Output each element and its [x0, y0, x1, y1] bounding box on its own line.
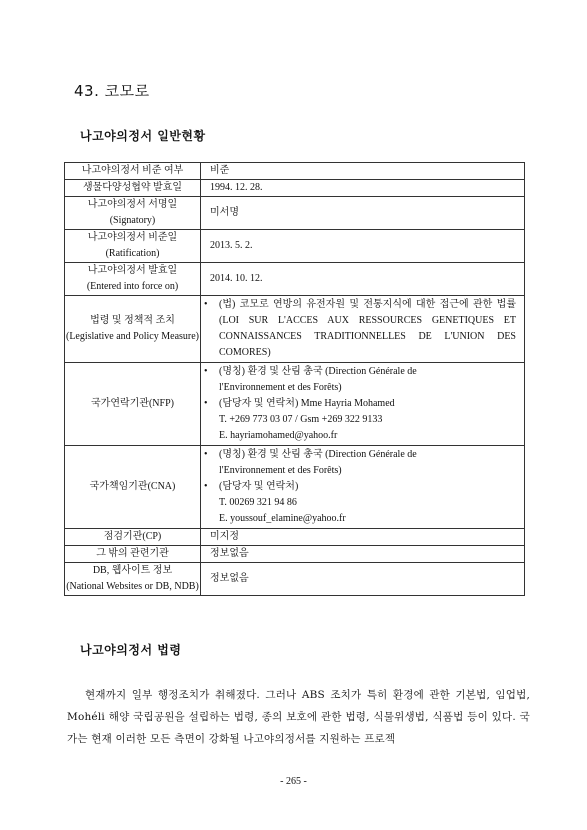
- cna-contact-line: E. youssouf_elamine@yahoo.fr: [219, 513, 346, 524]
- row-label: 점검기관(CP): [65, 529, 201, 546]
- list-item: [204, 396, 516, 444]
- row-value: 미지정: [201, 529, 525, 546]
- row-label: [65, 296, 201, 363]
- row-label-en: (National Websites or DB, NDB): [66, 581, 199, 592]
- page-number: - 265 -: [280, 776, 307, 787]
- row-label: [65, 263, 201, 296]
- row-label: [65, 197, 201, 230]
- row-label-en: (Legislative and Policy Measure): [65, 331, 199, 342]
- row-value: 미서명: [201, 197, 525, 230]
- row-label: 나고야의정서 비준 여부: [65, 163, 201, 180]
- row-label: [65, 230, 201, 263]
- cna-contact-line: T. 00269 321 94 86: [219, 497, 297, 508]
- row-label: 그 밖의 관련기관: [65, 546, 201, 563]
- table-row: [65, 230, 525, 263]
- nfp-name-line: (명칭) 환경 및 산림 총국 (Direction Générale de: [219, 366, 417, 377]
- row-value: [201, 296, 525, 363]
- cna-name-line: (명칭) 환경 및 산림 총국 (Direction Générale de: [219, 449, 417, 460]
- row-label: 생물다양성협약 발효일: [65, 180, 201, 197]
- row-label: [65, 563, 201, 596]
- bullet-icon: •: [204, 366, 208, 377]
- section-title: 43. 코모로: [74, 82, 150, 100]
- legislation-text: (법) 코모로 연방의 유전자원 및 전통지식에 대한 접근에 관한 법률 (LOI SUR L'ACCES AUX RESSOURCES GENETIQUES ET CONNAISSANCES TRADITIONNELLES DE L'UNION DES COMORES): [219, 299, 516, 358]
- row-label-en: (Entered into force on): [86, 281, 179, 292]
- table-row: [65, 197, 525, 230]
- nfp-contact-line: E. hayriamohamed@yahoo.fr: [219, 430, 338, 441]
- row-label-en: (Signatory): [109, 215, 156, 226]
- table-row: [65, 546, 525, 563]
- row-value: 비준: [201, 163, 525, 180]
- bullet-icon: •: [204, 449, 208, 460]
- table-row-cna: [65, 446, 525, 529]
- table-row-nfp: [65, 363, 525, 446]
- nfp-contact-line: T. +269 773 03 07 / Gsm +269 322 9133: [219, 414, 383, 425]
- nfp-name-line: l'Environnement et des Forêts): [219, 382, 342, 393]
- bullet-icon: •: [204, 481, 208, 492]
- status-table: [64, 162, 525, 596]
- bullet-icon: •: [204, 299, 208, 310]
- bullet-icon: •: [204, 398, 208, 409]
- row-value: 2013. 5. 2.: [201, 230, 525, 263]
- cna-contact-line: (담당자 및 연락처): [219, 481, 299, 492]
- list-item: [204, 447, 516, 479]
- status-heading: 나고야의정서 일반현황: [80, 129, 206, 143]
- table-row: [65, 563, 525, 596]
- row-value: 정보없음: [201, 546, 525, 563]
- row-label-ko: 나고야의정서 비준일: [87, 232, 178, 243]
- row-value: [201, 363, 525, 446]
- row-label-en: (Ratification): [105, 248, 160, 259]
- row-label-ko: 나고야의정서 발효일: [87, 265, 178, 276]
- law-heading: 나고야의정서 법령: [80, 643, 182, 657]
- list-item: [204, 364, 516, 396]
- list-item: [204, 297, 516, 361]
- row-label: 국가연락기관(NFP): [65, 363, 201, 446]
- nfp-contact-line: (담당자 및 연락처) Mme Hayria Mohamed: [219, 398, 395, 409]
- row-label-ko: DB, 웹사이트 정보: [92, 565, 173, 576]
- table-row: [65, 180, 525, 197]
- table-row: [65, 163, 525, 180]
- list-item: [204, 479, 516, 527]
- table-row: [65, 529, 525, 546]
- table-row-legislation: [65, 296, 525, 363]
- row-value: 정보없음: [201, 563, 525, 596]
- row-label: 국가책임기관(CNA): [65, 446, 201, 529]
- table-row: [65, 263, 525, 296]
- cna-name-line: l'Environnement et des Forêts): [219, 465, 342, 476]
- row-label-ko: 나고야의정서 서명일: [87, 199, 178, 210]
- row-value: [201, 446, 525, 529]
- row-value: 1994. 12. 28.: [201, 180, 525, 197]
- row-label-ko: 법령 및 정책적 조치: [90, 315, 175, 326]
- body-paragraph: 현재까지 일부 행정조치가 취해졌다. 그러나 ABS 조치가 특히 환경에 관한 기본법, 임업법, Mohéli 해양 국립공원을 설립하는 법령, 종의 보호에 관한 법령, 식물위생법, 식품법 등이 있다. 국가는 현재 이러한 모든 측면이 강화될 나고야의정서를 지원하는 프로젝: [67, 689, 530, 745]
- row-value: 2014. 10. 12.: [201, 263, 525, 296]
